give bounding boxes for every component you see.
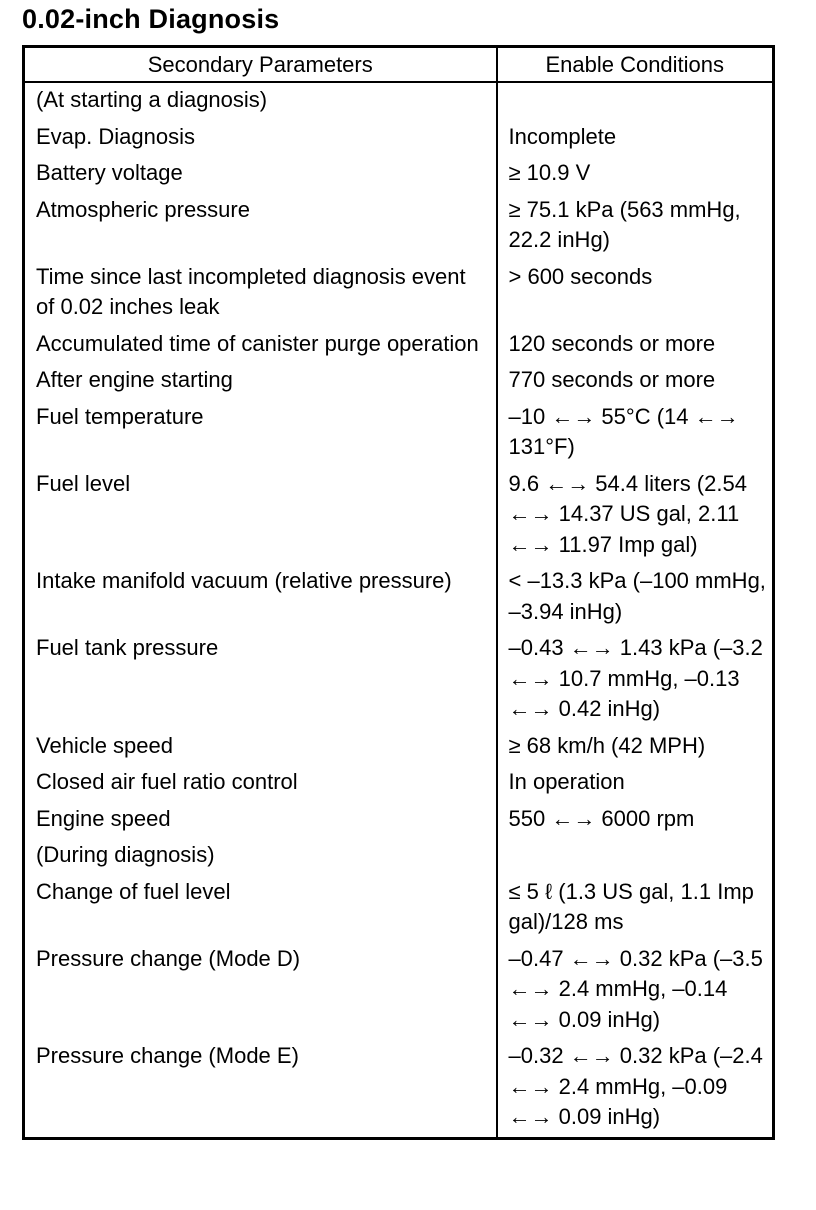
table-row [24,467,774,565]
secondary-parameter-cell: Engine speed [24,802,497,839]
enable-condition-cell [497,82,774,120]
secondary-parameter-cell: Pressure change (Mode D) [24,942,497,1040]
enable-condition-cell [497,838,774,875]
table-row [24,765,774,802]
column-header-enable-conditions: Enable Conditions [497,47,774,83]
table-row [24,82,774,120]
secondary-parameter-cell: (At starting a diagnosis) [24,82,497,120]
enable-condition-cell: 550 ←→ 6000 rpm [508,805,695,831]
table-body [24,82,774,1138]
secondary-parameter-cell: Intake manifold vacuum (relative pressure) [24,564,497,631]
enable-condition-cell: 120 seconds or more [508,330,716,356]
table-row [24,564,774,631]
table-row [24,631,774,729]
enable-condition-cell: ≤ 5 ℓ (1.3 US gal, 1.1 Imp gal)/128 ms [508,878,754,934]
secondary-parameter-cell: After engine starting [24,363,497,400]
secondary-parameter-cell: Closed air fuel ratio control [24,765,497,802]
secondary-parameter-cell: Pressure change (Mode E) [24,1039,497,1138]
page-title: 0.02-inch Diagnosis [22,4,280,34]
secondary-parameter-cell: Fuel tank pressure [24,631,497,729]
secondary-parameter-cell: Atmospheric pressure [24,193,497,260]
enable-condition-cell: –0.32 ←→ 0.32 kPa (–2.4 ←→ 2.4 mmHg, –0.09 ←→ 0.09 inHg) [508,1043,763,1129]
table-row [24,875,774,942]
enable-condition-cell: ≥ 10.9 V [508,160,591,185]
column-header-secondary-parameters: Secondary Parameters [24,47,497,83]
table-row [24,729,774,766]
enable-condition-cell: In operation [508,769,625,794]
secondary-parameter-cell: Time since last incompleted diagnosis event of 0.02 inches leak [24,260,497,327]
enable-condition-cell: ≥ 68 km/h (42 MPH) [508,732,706,758]
table-row [24,942,774,1040]
secondary-parameter-cell: Battery voltage [24,156,497,193]
secondary-parameter-cell: Change of fuel level [24,875,497,942]
secondary-parameter-cell: Fuel level [24,467,497,565]
enable-condition-cell: 9.6 ←→ 54.4 liters (2.54 ←→ 14.37 US gal, 2.11 ←→ 11.97 Imp gal) [508,470,747,557]
secondary-parameter-cell: Accumulated time of canister purge operation [24,327,497,364]
table-row [24,1039,774,1138]
enable-condition-cell: Incomplete [508,123,617,149]
enable-condition-cell: ≥ 75.1 kPa (563 mmHg, 22.2 inHg) [508,196,741,252]
table-row [24,193,774,260]
enable-condition-cell: 770 seconds or more [508,367,716,392]
secondary-parameter-cell: Vehicle speed [24,729,497,766]
table-header-row [24,47,774,83]
parameters-table [22,45,775,1140]
enable-condition-cell: –10 ←→ 55°C (14 ←→ 131°F) [508,403,739,459]
secondary-parameter-cell: (During diagnosis) [24,838,497,875]
secondary-parameter-cell: Fuel temperature [24,400,497,467]
table-row [24,120,774,157]
enable-condition-cell: –0.43 ←→ 1.43 kPa (–3.2 ←→ 10.7 mmHg, –0.13 ←→ 0.42 inHg) [508,635,763,721]
table-row [24,327,774,364]
table-row [24,400,774,467]
table-row [24,363,774,400]
enable-condition-cell: > 600 seconds [508,263,653,289]
table-row [24,838,774,875]
table-row [24,260,774,327]
enable-condition-cell: –0.47 ←→ 0.32 kPa (–3.5 ←→ 2.4 mmHg, –0.14 ←→ 0.09 inHg) [508,945,763,1032]
enable-condition-cell: < –13.3 kPa (–100 mmHg, –3.94 inHg) [508,568,766,624]
table-row [24,802,774,839]
secondary-parameter-cell: Evap. Diagnosis [24,120,497,157]
table-row [24,156,774,193]
